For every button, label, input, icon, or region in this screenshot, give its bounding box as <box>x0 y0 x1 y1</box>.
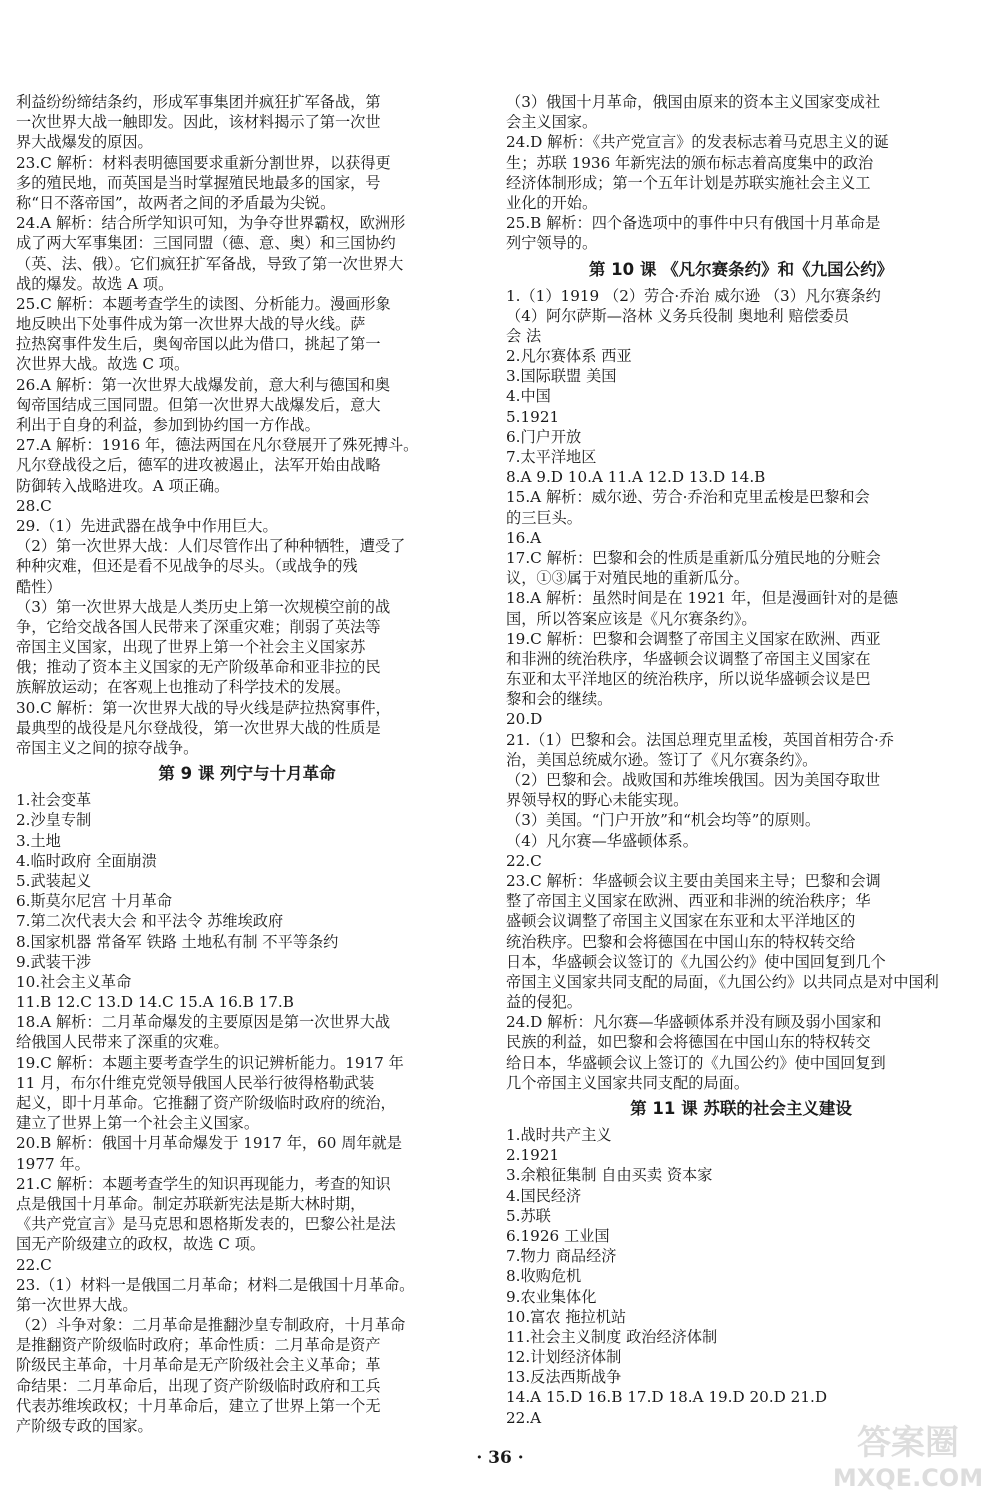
answer-line: 7.太平洋地区 <box>506 448 597 466</box>
answer-line: 3.余粮征集制 自由买卖 资本家 <box>506 1166 713 1185</box>
answer-line: 23.C 解析：华盛顿会议主要由美国来主导；巴黎和会调 <box>506 871 881 890</box>
answer-line: 20.D <box>506 710 543 729</box>
answer-line: 界领导权的野心未能实现。 <box>506 791 689 810</box>
answer-line: 种种灾难，但还是看不见战争的尽头。（或战争的残 <box>16 557 358 576</box>
answer-line: 帝国主义国家，出现了世界上第一个社会主义国家苏 <box>16 638 366 657</box>
answer-line: 多的殖民地，而英国是当时掌握殖民地最多的国家，号 <box>16 173 381 192</box>
answer-line: 几个帝国主义国家共同支配的局面。 <box>506 1073 749 1092</box>
watermark-bottom-text: MXQE.COM <box>832 1464 984 1492</box>
answer-line: 18.A 解析：二月革命爆发的主要原因是第一次世界大战 <box>16 1013 391 1032</box>
answer-line: 1.战时共产主义 <box>506 1126 612 1144</box>
answer-line: 统治秩序。巴黎和会将德国在中国山东的特权转交给 <box>506 932 856 951</box>
answer-line: 整了帝国主义国家在欧洲、西亚和非洲的统治秩序；华 <box>506 892 871 911</box>
answer-line: 12.计划经济体制 <box>506 1348 622 1367</box>
answer-line: 代表苏维埃政权；十月革命后，建立了世界上第一个无 <box>16 1396 381 1415</box>
answer-line: 10.社会主义革命 <box>16 972 132 991</box>
page-number: · 36 · <box>476 1448 524 1468</box>
answer-line: （3）俄国十月革命，俄国由原来的资本主义国家变成社 <box>506 93 881 111</box>
answer-line: 利出于自身的利益，参加到协约国一方作战。 <box>16 416 320 434</box>
answer-line: 10.富农 拖拉机站 <box>506 1307 627 1326</box>
answer-line: 会主义国家。 <box>506 113 598 132</box>
answer-line: 27.A 解析：1916 年，德法两国在凡尔登展开了殊死搏斗。 <box>16 436 419 455</box>
answer-line: 地反映出下处事件成为第一次世界大战的导火线。萨 <box>16 315 366 334</box>
answer-line: 称“日不落帝国”，故两者之间的矛盾最为尖锐。 <box>16 193 336 212</box>
answer-line: 6.1926 工业国 <box>506 1226 610 1245</box>
section-heading: 第 11 课 苏联的社会主义建设 <box>630 1099 852 1118</box>
answer-line: 8.国家机器 常备军 铁路 土地私有制 不平等条约 <box>16 932 339 951</box>
answer-line: 列宁领导的。 <box>506 234 598 253</box>
answer-line: 1.社会变革 <box>16 791 92 810</box>
answer-line: 26.A 解析：第一次世界大战爆发前，意大利与德国和奥 <box>16 375 391 394</box>
answer-line: 1977 年。 <box>16 1154 90 1173</box>
answer-line: 第一次世界大战。 <box>16 1295 138 1314</box>
answer-line: 17.C 解析：巴黎和会的性质是重新瓜分殖民地的分赃会 <box>506 548 881 567</box>
answer-line: 日本，华盛顿会议签订的《九国公约》使中国回复到几个 <box>506 952 886 971</box>
answer-line: （2）巴黎和会。战败国和苏维埃俄国。因为美国夺取世 <box>506 771 881 789</box>
answer-line: 匈帝国结成三国同盟。但第一次世界大战爆发后，意大 <box>16 395 381 414</box>
answer-line: 16.A <box>506 528 542 547</box>
answer-line: 俄；推动了资本主义国家的无产阶级革命和亚非拉的民 <box>16 658 381 677</box>
answer-line: （3）第一次世界大战是人类历史上第一次规模空前的战 <box>16 597 391 616</box>
answer-line: 国无产阶级建立的政权，故选 C 项。 <box>16 1235 266 1254</box>
answer-line: 18.A 解析：虽然时间是在 1921 年，但是漫画针对的是德 <box>506 589 899 608</box>
answer-line: 8.A 9.D 10.A 11.A 12.D 13.D 14.B <box>506 468 766 487</box>
answer-line: 一次世界大战一触即发。因此，该材料揭示了第一次世 <box>16 113 381 132</box>
answer-line: （2）第一次世界大战：人们尽管作出了种种牺牲，遭受了 <box>16 537 406 556</box>
answer-line: 的三巨头。 <box>506 508 582 527</box>
answer-line: 帝国主义国家共同支配的局面，《九国公约》以共同点是对中国利 <box>506 972 939 991</box>
answer-line: 盛顿会议调整了帝国主义国家在东亚和太平洋地区的 <box>506 912 856 931</box>
answer-line: 给俄国人民带来了深重的灾难。 <box>16 1033 229 1052</box>
answer-line: 9.农业集体化 <box>506 1287 597 1306</box>
answer-line: 25.B 解析：四个备选项中的事件中只有俄国十月革命是 <box>506 214 881 233</box>
answer-line: 防御转入战略进攻。A 项正确。 <box>16 476 230 495</box>
answer-line: 最典型的战役是凡尔登战役，第一次世界大战的性质是 <box>16 718 381 737</box>
answer-line: 议，①③属于对殖民地的重新瓜分。 <box>506 569 749 588</box>
answer-line: 23.C 解析：材料表明德国要求重新分割世界，以获得更 <box>16 153 391 172</box>
answer-line: 8.收购危机 <box>506 1267 582 1286</box>
answer-line: 9.武装干涉 <box>16 952 92 971</box>
answer-line: 生；苏联 1936 年新宪法的颁布标志着高度集中的政治 <box>506 153 874 172</box>
answer-line: 13.反法西斯战争 <box>506 1368 622 1387</box>
answer-line: 5.武装起义 <box>16 871 92 890</box>
answer-line: 黎和会的继续。 <box>506 690 613 709</box>
answer-line: 民族的利益，如巴黎和会将德国在中国山东的特权转交 <box>506 1033 871 1052</box>
answer-line: 会 法 <box>506 326 542 345</box>
answer-line: 14.A 15.D 16.B 17.D 18.A 19.D 20.D 21.D <box>506 1388 827 1407</box>
answer-line: 2.1921 <box>506 1146 560 1165</box>
answer-line: 2.沙皇专制 <box>16 811 92 830</box>
answer-line: 11.B 12.C 13.D 14.C 15.A 16.B 17.B <box>16 993 294 1012</box>
answer-line: 给日本，华盛顿会议上签订的《九国公约》使中国回复到 <box>506 1053 886 1072</box>
answer-line: 次世界大战。故选 C 项。 <box>16 355 190 374</box>
answer-line: 5.1921 <box>506 407 560 426</box>
answer-line: 国，所以答案应该是《凡尔赛条约》。 <box>506 609 757 628</box>
answer-line: 阶级民主革命，十月革命是无产阶级社会主义革命；革 <box>16 1356 381 1375</box>
answer-line: 7.第二次代表大会 和平法令 苏维埃政府 <box>16 912 284 931</box>
answer-line: 22.A <box>506 1408 542 1427</box>
answer-line: （3）美国。“门户开放”和“机会均等”的原则。 <box>506 811 821 830</box>
section-heading: 第 10 课 《凡尔赛条约》和《九国公约》 <box>588 259 894 279</box>
answer-line: 拉热窝事件发生后，奥匈帝国以此为借口，挑起了第一 <box>16 335 381 354</box>
answer-line: 产阶级专政的国家。 <box>16 1417 153 1435</box>
answer-line: 酷性） <box>16 577 62 596</box>
answer-line: 益的侵犯。 <box>506 993 582 1012</box>
answer-line: 利益纷纷缔结条约，形成军事集团并疯狂扩军备战，第 <box>16 93 381 111</box>
answer-line: 战的爆发。故选 A 项。 <box>16 274 174 293</box>
answer-line: 11.社会主义制度 政治经济体制 <box>506 1327 718 1346</box>
answer-line: 21.（1）巴黎和会。法国总理克里孟梭，英国首相劳合·乔 <box>506 730 894 749</box>
watermark-top-text: 答案圈 <box>857 1423 959 1463</box>
answer-line: 11 月，布尔什维克党领导俄国人民举行彼得格勒武装 <box>16 1073 375 1092</box>
answer-line: 东亚和太平洋地区的统治秩序，所以说华盛顿会议是巴 <box>506 670 871 689</box>
answer-line: 4.临时政府 全面崩溃 <box>16 851 157 870</box>
answer-line: 起义，即十月革命。它推翻了资产阶级临时政府的统治， <box>16 1094 396 1112</box>
answer-line: 《共产党宣言》是马克思和恩格斯发表的，巴黎公社是法 <box>16 1215 396 1234</box>
answer-line: 帝国主义之间的掠夺战争。 <box>16 739 199 757</box>
answer-line: 3.国际联盟 美国 <box>506 367 617 386</box>
answer-line: 经济体制形成；第一个五年计划是苏联实施社会主义工 <box>506 173 871 192</box>
answer-line: 6.斯莫尔尼宫 十月革命 <box>16 892 173 911</box>
answer-line: 29.（1）先进武器在战争中作用巨大。 <box>16 516 278 535</box>
answer-line: 19.C 解析：巴黎和会调整了帝国主义国家在欧洲、西亚 <box>506 629 881 648</box>
answer-line: 命结果：二月革命后，出现了资产阶级临时政府和工兵 <box>16 1376 381 1395</box>
answer-line: （2）斗争对象：二月革命是推翻沙皇专制政府，十月革命 <box>16 1316 406 1335</box>
answer-line: （4）阿尔萨斯—洛林 义务兵役制 奥地利 赔偿委员 <box>506 306 850 325</box>
answer-line: 建立了世界上第一个社会主义国家。 <box>16 1114 259 1133</box>
answer-line: 5.苏联 <box>506 1206 551 1225</box>
answer-line: （英、法、俄）。它们疯狂扩军备战，导致了第一次世界大 <box>16 254 404 273</box>
answer-line: 2.凡尔赛体系 西亚 <box>506 347 632 366</box>
answer-line: （4）凡尔赛—华盛顿体系。 <box>506 831 698 850</box>
section-heading: 第 9 课 列宁与十月革命 <box>158 764 336 784</box>
answer-line: 24.A 解析：结合所学知识可知，为争夺世界霸权，欧洲形 <box>16 214 406 233</box>
answer-line: 20.B 解析：俄国十月革命爆发于 1917 年，60 周年就是 <box>16 1134 402 1153</box>
answer-line: 28.C <box>16 496 52 515</box>
answer-line: 24.D 解析：《共产党宣言》的发表标志着马克思主义的诞 <box>506 133 889 152</box>
answer-line: 业化的开始。 <box>506 193 598 212</box>
right-column <box>506 92 976 1428</box>
left-column <box>16 92 478 1436</box>
answer-line: 点是俄国十月革命。制定苏联新宪法是斯大林时期， <box>16 1194 366 1213</box>
answer-line: 族解放运动；在客观上也推动了科学技术的发展。 <box>16 678 351 697</box>
answer-line: 21.C 解析：本题考查学生的知识再现能力，考查的知识 <box>16 1174 391 1193</box>
answer-line: 15.A 解析：威尔逊、劳合·乔治和克里孟梭是巴黎和会 <box>506 488 870 507</box>
answer-line: 19.C 解析：本题主要考查学生的识记辨析能力。1917 年 <box>16 1053 404 1072</box>
answer-line: 22.C <box>506 851 542 870</box>
answer-line: 4.国民经济 <box>506 1186 582 1205</box>
answer-line: 25.C 解析：本题考查学生的读图、分析能力。漫画形象 <box>16 294 391 313</box>
answer-line: 24.D 解析：凡尔赛—华盛顿体系并没有顾及弱小国家和 <box>506 1013 882 1032</box>
answer-line: 7.物力 商品经济 <box>506 1247 617 1266</box>
answer-line: 治，美国总统威尔逊。签订了《凡尔赛条约》。 <box>506 750 818 769</box>
answer-line: 1.（1）1919 （2）劳合·乔治 威尔逊 （3）凡尔赛条约 <box>506 286 881 305</box>
answer-line: 界大战爆发的原因。 <box>16 133 153 152</box>
answer-line: 凡尔登战役之后，德军的进攻被遏止，法军开始由战略 <box>16 456 381 475</box>
answer-line: 是推翻资产阶级临时政府；革命性质：二月革命是资产 <box>16 1336 381 1355</box>
watermark-logo <box>828 1418 988 1494</box>
answer-line: 23.（1）材料一是俄国二月革命；材料二是俄国十月革命。 <box>16 1275 415 1294</box>
answer-line: 3.土地 <box>16 831 61 850</box>
answer-line: 和非洲的统治秩序，华盛顿会议调整了帝国主义国家在 <box>506 649 871 668</box>
answer-line: 争，它给交战各国人民带来了深重灾难；削弱了英法等 <box>16 617 381 636</box>
answer-line: 30.C 解析：第一次世界大战的导火线是萨拉热窝事件， <box>16 698 391 717</box>
answer-line: 22.C <box>16 1255 52 1274</box>
answer-line: 6.门户开放 <box>506 427 582 446</box>
answer-line: 4.中国 <box>506 387 551 406</box>
answer-line: 成了两大军事集团：三国同盟（德、意、奥）和三国协约 <box>16 234 396 253</box>
